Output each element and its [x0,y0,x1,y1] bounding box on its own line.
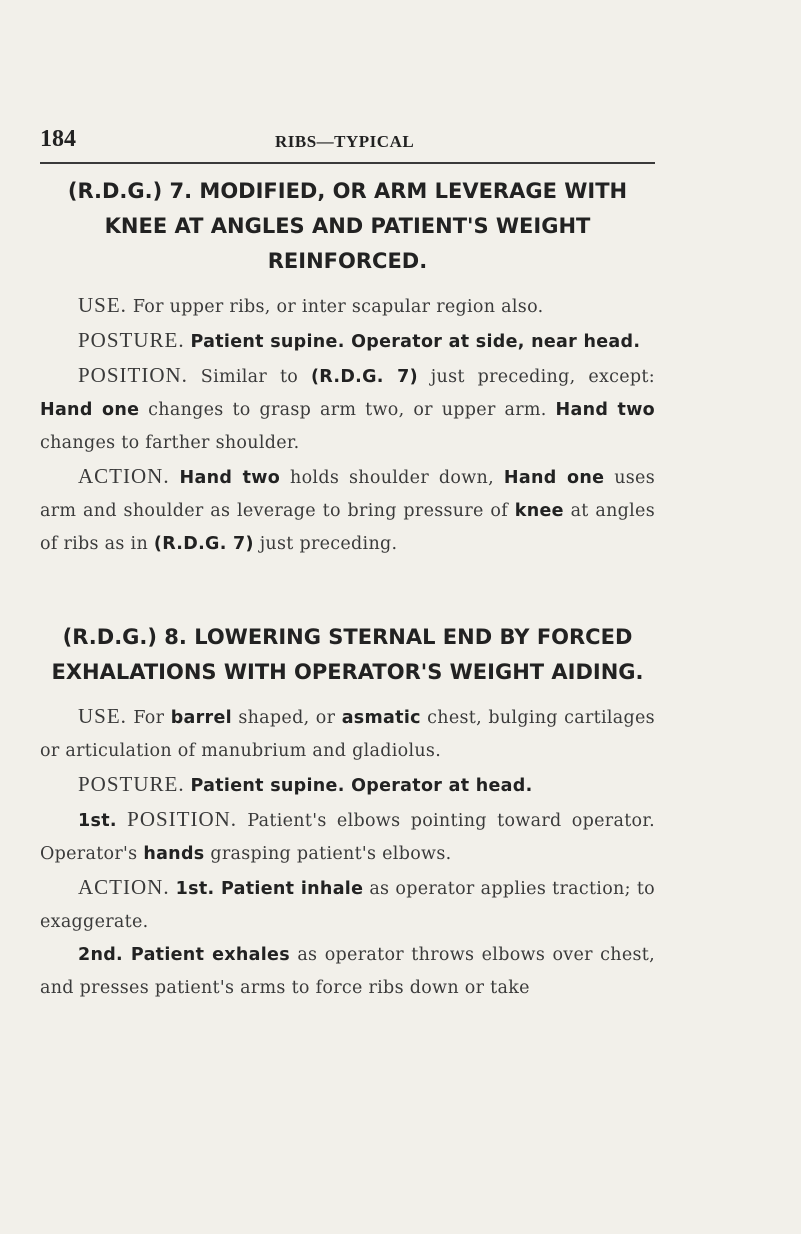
use-text-1: For [133,708,165,728]
action-hand-two: Hand two [179,468,281,488]
position-text-2: grasping patient's elbows. [210,844,452,864]
section-7-action [40,460,655,561]
posture-label: POSTURE. [78,772,185,796]
action-label: ACTION. [78,464,170,488]
section-8 [40,620,655,1005]
position-text-1: Similar to [200,367,299,387]
position-ordinal: 1st. [78,811,117,831]
action-text-1: holds shoulder down, [290,468,494,488]
section-7-posture [40,324,655,359]
action-text-2: uses arm and shoulder as leverage to bring pressure of [40,468,655,521]
posture-text: Patient supine. Operator at head. [190,776,533,796]
section-8-position [40,803,655,871]
section-7-position [40,359,655,460]
position-text-3: changes to grasp arm two, or upper arm. [148,400,547,420]
section-8-use [40,700,655,768]
action-hand-one: Hand one [503,468,605,488]
section-7-heading: (R.D.G.) 7. MODIFIED, OR ARM LEVERAGE WITH KNEE AT ANGLES AND PATIENT'S WEIGHT REINFORCED. [67,179,628,273]
action-2-text: as operator throws elbows over chest, and presses patient's arms to force ribs down or take [40,945,655,998]
position-text-1: Patient's elbows pointing toward operator. Operator's [40,811,655,864]
running-head [40,128,655,164]
position-text-4: changes to farther shoulder. [40,433,300,453]
posture-text: Patient supine. Operator at side, near head. [190,332,641,352]
position-text-2: just preceding, except: [430,367,655,387]
action-inhale: 1st. Patient inhale [175,879,364,899]
use-label: USE. [78,704,127,728]
use-text-2: shaped, or [238,708,336,728]
position-label: POSITION. [127,807,238,831]
action-label: ACTION. [78,875,170,899]
page-number: 184 [40,126,76,152]
position-hand-two: Hand two [555,400,656,420]
action-ref: (R.D.G. 7) [153,534,254,554]
section-8-posture [40,768,655,803]
action-text-3: at angles of ribs as in [40,501,655,554]
section-7 [40,174,655,561]
use-barrel: barrel [170,708,232,728]
use-text-3: chest, bulging cartilages or articulation of manubrium and gladiolus. [40,708,655,761]
use-text: For upper ribs, or inter scapular region also. [132,297,544,317]
action-knee: knee [514,501,564,521]
position-ref: (R.D.G. 7) [310,367,418,387]
section-8-action [40,871,655,939]
action-text-4: just preceding. [259,534,398,554]
section-8-action-2 [40,939,655,1005]
position-hand-one: Hand one [40,400,140,420]
position-label: POSITION. [78,363,188,387]
running-title: RIBS—TYPICAL [275,132,415,151]
action-exhales: 2nd. Patient exhales [78,945,290,965]
use-asmatic: asmatic [341,708,421,728]
position-hands: hands [143,844,205,864]
section-8-heading: (R.D.G.) 8. LOWERING STERNAL END BY FORCED EXHALATIONS WITH OPERATOR'S WEIGHT AIDING. [51,625,644,684]
use-label: USE. [78,293,127,317]
posture-label: POSTURE. [78,328,185,352]
section-7-use [40,289,655,324]
action-text-1: as operator applies traction; to exaggerate. [40,879,656,932]
